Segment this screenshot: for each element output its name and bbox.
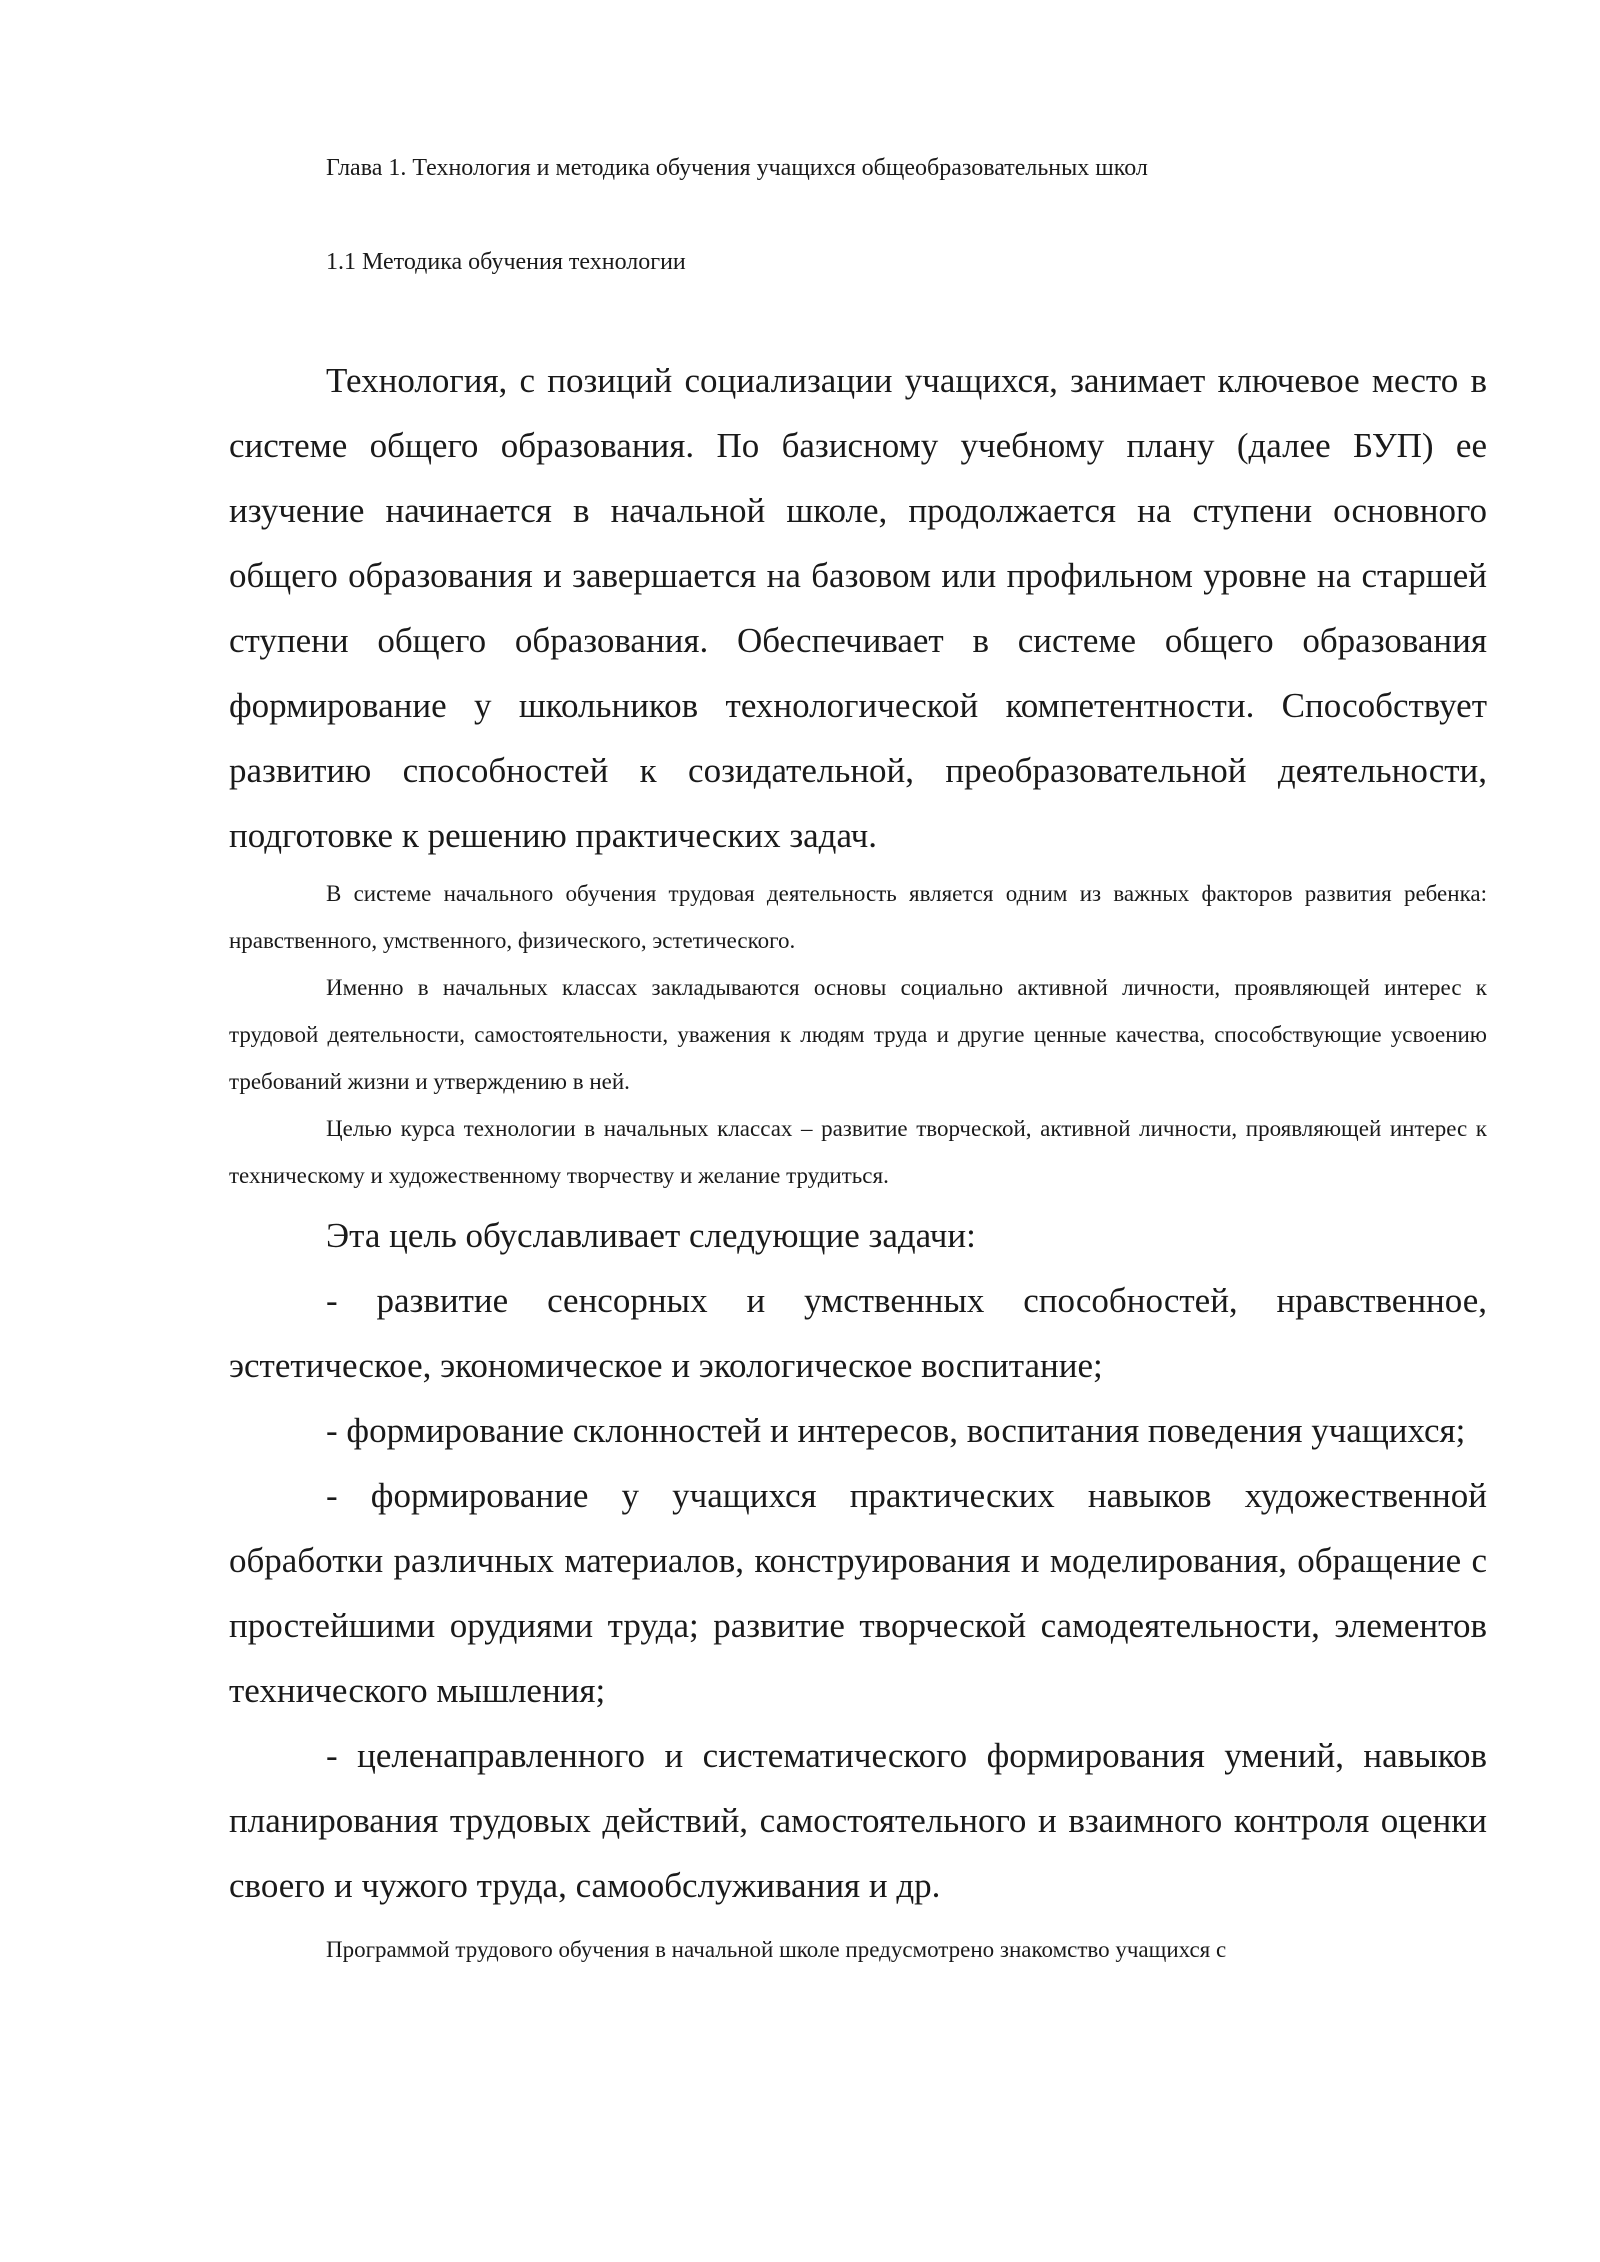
task-item-2: - формирование склонностей и интересов, воспитания поведения учащихся; [326, 1411, 1466, 1450]
paragraph-program: Программой трудового обучения в начальной школе предусмотрено знакомство учащихся с [326, 1937, 1227, 1962]
paragraph-tasks-intro: Эта цель обуславливает следующие задачи: [326, 1216, 976, 1255]
paragraph-primary-classes: Именно в начальных классах закладываются основы социально активной личности, проявляющей интерес к трудовой деятельности, самостоятельности, уважения к людям труда и другие ценные качества, способствующие усвоению требований жизни и утверждению в ней. [229, 975, 1487, 1094]
paragraph-labor-factors: В системе начального обучения трудовая деятельность является одним из важных факторов развития ребенка: нравственного, умственного, физического, эстетического. [229, 881, 1487, 953]
paragraph-course-goal: Целью курса технологии в начальных классах – развитие творческой, активной личности, проявляющей интерес к техническому и художественному творчеству и желание трудиться. [229, 1116, 1487, 1188]
task-item-1: - развитие сенсорных и умственных способностей, нравственное, эстетическое, экономическое и экологическое воспитание; [229, 1281, 1487, 1385]
document-body [229, 348, 1487, 1973]
section-heading: 1.1 Методика обучения технологии [326, 249, 686, 275]
task-item-4: - целенаправленного и систематического формирования умений, навыков планирования трудовых действий, самостоятельного и взаимного контроля оценки своего и чужого труда, самообслуживания и др. [229, 1736, 1487, 1905]
task-item-3: - формирование у учащихся практических навыков художественной обработки различных материалов, конструирования и моделирования, обращение с простейшими орудиями труда; развитие творческой самодеятельности, элементов технического мышления; [229, 1476, 1487, 1710]
chapter-heading: Глава 1. Технология и методика обучения учащихся общеобразовательных школ [326, 155, 1148, 181]
paragraph-technology-overview: Технология, с позиций социализации учащихся, занимает ключевое место в системе общего образования. По базисному учебному плану (далее БУП) ее изучение начинается в начальной школе, продолжается на ступени основного общего образования и завершается на базовом или профильном уровне на старшей ступени общего образования. Обеспечивает в системе общего образования формирование у школьников технологической компетентности. Способствует развитию способностей к созидательной, преобразовательной деятельности, подготовке к решению практических задач. [229, 361, 1487, 855]
